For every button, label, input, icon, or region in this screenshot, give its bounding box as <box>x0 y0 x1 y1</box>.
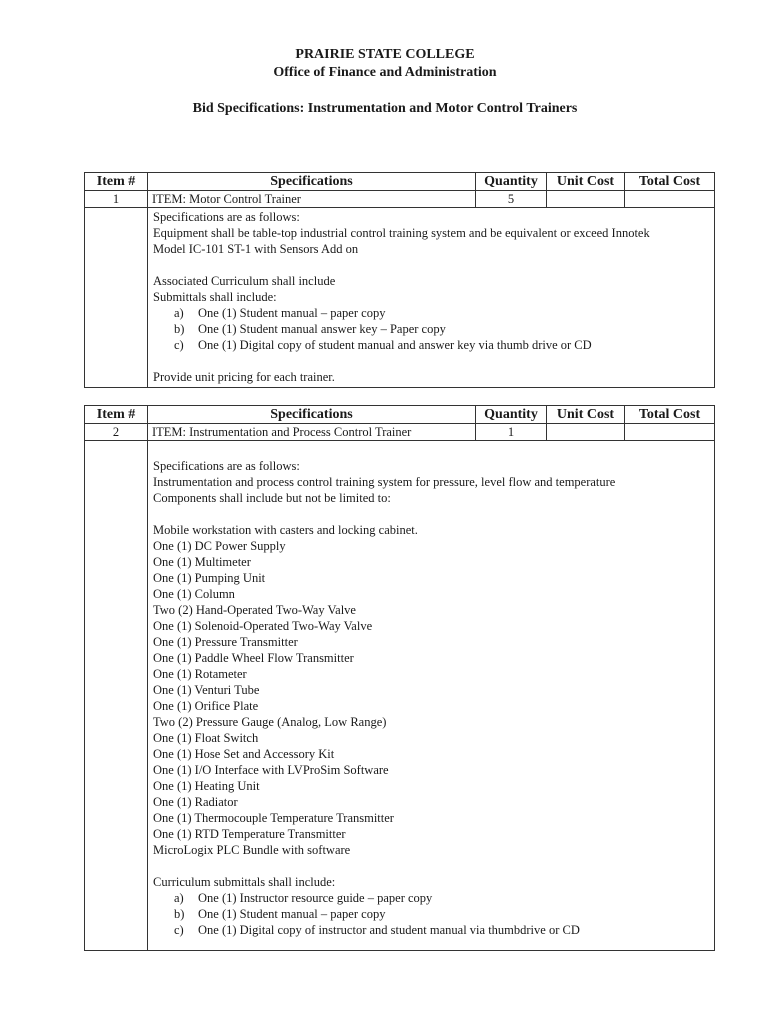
item-2-specifications <box>148 441 715 951</box>
component-item: MicroLogix PLC Bundle with software <box>153 843 351 857</box>
component-item: Two (2) Pressure Gauge (Analog, Low Range) <box>153 715 387 729</box>
spec-pricing: Provide unit pricing for each trainer. <box>153 370 335 384</box>
total-cost-cell <box>625 191 715 208</box>
table-header-row <box>85 173 715 191</box>
col-specifications: Specifications <box>148 173 476 191</box>
item-1-specifications <box>148 208 715 388</box>
component-item: One (1) Heating Unit <box>153 779 260 793</box>
item-1-table <box>84 172 715 388</box>
item-2-table <box>84 405 715 951</box>
component-item: One (1) Pumping Unit <box>153 571 266 585</box>
spec-system-line: Instrumentation and process control training system for pressure, level flow and temperature <box>153 475 616 489</box>
component-item: One (1) RTD Temperature Transmitter <box>153 827 346 841</box>
table-row <box>85 191 715 208</box>
component-item: One (1) Hose Set and Accessory Kit <box>153 747 335 761</box>
unit-cost-cell <box>547 191 625 208</box>
title-prefix: Bid Specifications <box>192 101 300 116</box>
col-quantity: Quantity <box>476 173 547 191</box>
component-item: One (1) Radiator <box>153 795 238 809</box>
table-header-row <box>85 406 715 424</box>
spec-curriculum: Curriculum submittals shall include: <box>153 875 336 889</box>
unit-cost-cell <box>547 424 625 441</box>
list-item: a) One (1) Student manual – paper copy <box>174 306 386 320</box>
spec-curriculum: Associated Curriculum shall include <box>153 274 336 288</box>
list-item: b) One (1) Student manual – paper copy <box>174 907 386 921</box>
list-item: b) One (1) Student manual answer key – Paper copy <box>174 322 446 336</box>
spec-intro: Specifications are as follows: <box>153 210 300 224</box>
component-item: One (1) Column <box>153 587 235 601</box>
office-name: Office of Finance and Administration <box>273 65 497 80</box>
spec-submittals: Submittals shall include: <box>153 290 277 304</box>
col-total-cost: Total Cost <box>625 406 715 424</box>
component-item: Two (2) Hand-Operated Two-Way Valve <box>153 603 356 617</box>
col-specifications: Specifications <box>148 406 476 424</box>
item-number: 1 <box>85 191 148 208</box>
component-item: One (1) Multimeter <box>153 555 251 569</box>
title-rest: : Instrumentation and Motor Control Trainers <box>299 101 578 116</box>
spec-equipment-line: Equipment shall be table-top industrial control training system and be equivalent or exceed Innotek <box>153 226 650 240</box>
col-item: Item # <box>85 173 148 191</box>
col-item: Item # <box>85 406 148 424</box>
component-item: One (1) DC Power Supply <box>153 539 286 553</box>
spec-components-line: Components shall include but not be limited to: <box>153 491 391 505</box>
component-item: One (1) Solenoid-Operated Two-Way Valve <box>153 619 373 633</box>
item-quantity: 1 <box>476 424 547 441</box>
college-name: PRAIRIE STATE COLLEGE <box>295 47 475 62</box>
col-quantity: Quantity <box>476 406 547 424</box>
item-name: ITEM: Motor Control Trainer <box>148 191 476 208</box>
list-item: c) One (1) Digital copy of instructor and student manual via thumbdrive or CD <box>174 923 580 937</box>
col-unit-cost: Unit Cost <box>547 406 625 424</box>
component-item: One (1) I/O Interface with LVProSim Software <box>153 763 389 777</box>
table-row <box>85 424 715 441</box>
list-item: c) One (1) Digital copy of student manual and answer key via thumb drive or CD <box>174 338 592 352</box>
col-total-cost: Total Cost <box>625 173 715 191</box>
total-cost-cell <box>625 424 715 441</box>
item-number: 2 <box>85 424 148 441</box>
spec-equipment-line: Model IC-101 ST-1 with Sensors Add on <box>153 242 359 256</box>
spec-intro: Specifications are as follows: <box>153 459 300 473</box>
list-item: a) One (1) Instructor resource guide – paper copy <box>174 891 433 905</box>
empty-item-cell <box>85 441 148 951</box>
item-quantity: 5 <box>476 191 547 208</box>
spec-row <box>85 208 715 388</box>
component-item: One (1) Pressure Transmitter <box>153 635 298 649</box>
col-unit-cost: Unit Cost <box>547 173 625 191</box>
component-item: One (1) Float Switch <box>153 731 259 745</box>
component-item: One (1) Rotameter <box>153 667 247 681</box>
component-item: One (1) Orifice Plate <box>153 699 259 713</box>
document-title <box>0 101 770 117</box>
item-name: ITEM: Instrumentation and Process Control Trainer <box>148 424 476 441</box>
component-item: One (1) Venturi Tube <box>153 683 260 697</box>
component-item: One (1) Paddle Wheel Flow Transmitter <box>153 651 354 665</box>
empty-item-cell <box>85 208 148 388</box>
component-item: Mobile workstation with casters and locking cabinet. <box>153 523 418 537</box>
component-item: One (1) Thermocouple Temperature Transmitter <box>153 811 394 825</box>
spec-row <box>85 441 715 951</box>
